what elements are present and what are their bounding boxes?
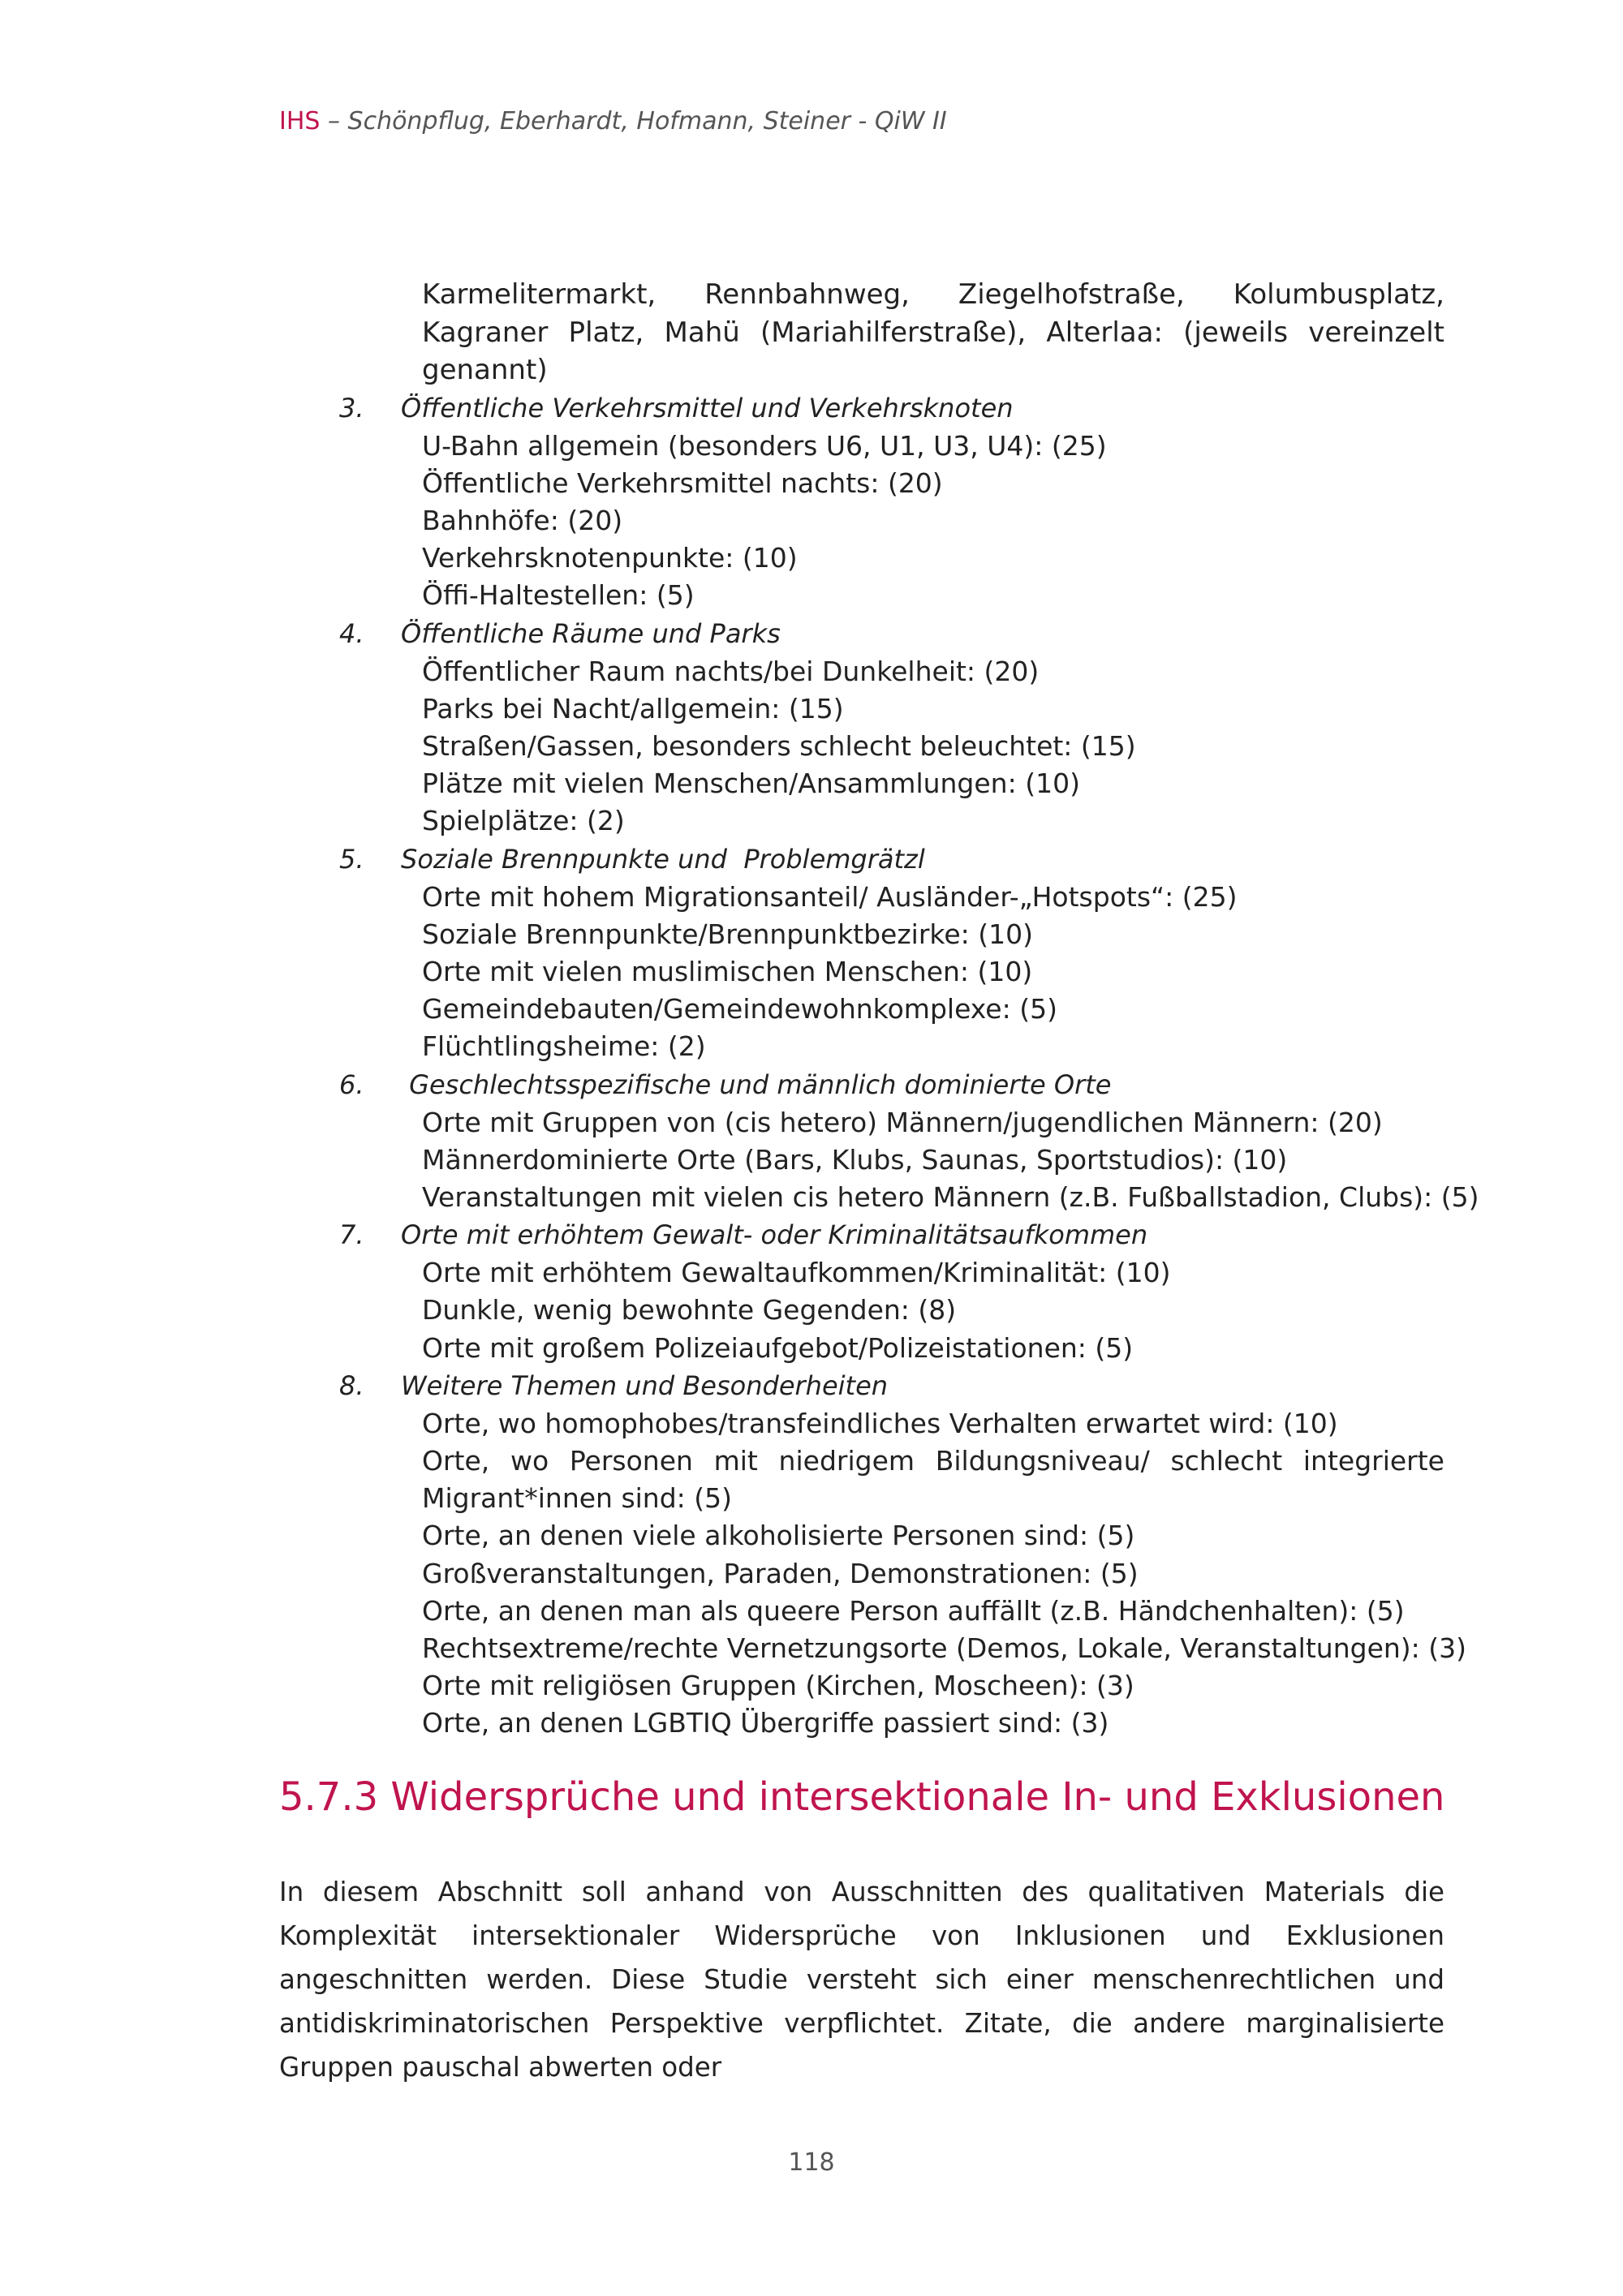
category-number: 6. — [339, 1068, 364, 1100]
category-number: 4. — [339, 617, 364, 649]
category-3 — [279, 389, 1444, 615]
list-item: Orte, wo Personen mit niedrigem Bildungsniveau/ schlecht integrierte — [422, 1444, 1444, 1477]
page-number: 118 — [788, 2148, 835, 2177]
list-item: Bahnhöfe: (20) — [422, 504, 623, 536]
list-item: Orte, an denen viele alkoholisierte Personen sind: (5) — [422, 1520, 1135, 1552]
list-item: Rechtsextreme/rechte Vernetzungsorte (Demos, Lokale, Veranstaltungen): (3) — [422, 1632, 1467, 1664]
list-item: Migrant*innen sind: (5) — [422, 1482, 733, 1515]
category-heading — [279, 1367, 1444, 1405]
list-item: Gemeindebauten/Gemeindewohnkomplexe: (5) — [422, 993, 1057, 1025]
category-heading — [279, 841, 1444, 879]
list-item: Öffentliche Verkehrsmittel nachts: (20) — [422, 467, 943, 499]
category-heading — [279, 1066, 1444, 1104]
category-heading — [279, 1216, 1444, 1254]
list-continuation: Karmelitermarkt, Rennbahnweg, Ziegelhofstraße, Kolumbusplatz, Kagraner Platz, Mahü (Mariahilferstraße), Alterlaa: (jeweils vereinzelt genannt) — [422, 278, 1444, 386]
section-heading: 5.7.3 Widersprüche und intersektionale In- und Exklusionen — [279, 1774, 1445, 1820]
body-paragraph: In diesem Abschnitt soll anhand von Ausschnitten des qualitativen Materials die Komplexität intersektionaler Widersprüche von Inklusionen und Exklusionen angeschnitten werden. Diese Studie versteht sich einer menschenrechtlichen und antidiskriminatorischen Perspektive verpflichtet. Zitate, die andere marginalisierte Gruppen pauschal abwerten oder — [279, 1876, 1444, 2083]
category-label: Weitere Themen und Besonderheiten — [401, 1369, 889, 1401]
list-item: Öffi-Haltestellen: (5) — [422, 579, 695, 612]
list-item: Parks bei Nacht/allgemein: (15) — [422, 692, 844, 724]
list-item: U-Bahn allgemein (besonders U6, U1, U3, U4): (25) — [422, 429, 1107, 462]
list-item: Orte mit religiösen Gruppen (Kirchen, Moscheen): (3) — [422, 1670, 1134, 1702]
list-item: Plätze mit vielen Menschen/Ansammlungen: (10) — [422, 767, 1080, 800]
list-item: Orte mit hohem Migrationsanteil/ Ausländer-„Hotspots“: (25) — [422, 880, 1238, 913]
category-6 — [279, 1066, 1479, 1217]
category-list — [279, 276, 1479, 1743]
list-item: Großveranstaltungen, Paraden, Demonstrationen: (5) — [422, 1557, 1139, 1589]
list-item: Veranstaltungen mit vielen cis hetero Männern (z.B. Fußballstadion, Clubs): (5) — [422, 1180, 1479, 1213]
header-brand: IHS — [279, 107, 321, 135]
list-item: Dunkle, wenig bewohnte Gegenden: (8) — [422, 1294, 957, 1326]
list-item: Orte mit Gruppen von (cis hetero) Männern/jugendlichen Männern: (20) — [422, 1106, 1383, 1138]
list-item: Orte mit großem Polizeiaufgebot/Polizeistationen: (5) — [422, 1331, 1134, 1364]
list-item: Öffentlicher Raum nachts/bei Dunkelheit: (20) — [422, 655, 1040, 687]
list-item: Verkehrsknotenpunkte: (10) — [422, 542, 798, 574]
category-4 — [279, 615, 1444, 841]
list-item: Orte mit erhöhtem Gewaltaufkommen/Kriminalität: (10) — [422, 1257, 1171, 1289]
running-header — [279, 105, 947, 138]
category-number: 7. — [339, 1219, 364, 1251]
category-heading — [279, 389, 1444, 428]
list-item: Männerdominierte Orte (Bars, Klubs, Saunas, Sportstudios): (10) — [422, 1143, 1288, 1176]
category-heading — [279, 615, 1444, 653]
category-label: Öffentliche Räume und Parks — [401, 617, 781, 649]
list-item: Orte mit vielen muslimischen Menschen: (10) — [422, 955, 1033, 987]
category-7 — [279, 1216, 1444, 1367]
header-authors: – Schönpflug, Eberhardt, Hofmann, Steiner - QiW II — [320, 107, 947, 135]
list-item: Orte, an denen LGBTIQ Übergriffe passiert sind: (3) — [422, 1707, 1109, 1739]
list-item: Soziale Brennpunkte/Brennpunktbezirke: (10) — [422, 918, 1034, 950]
category-8 — [279, 1367, 1467, 1743]
category-5 — [279, 841, 1444, 1066]
list-item: Orte, wo homophobes/transfeindliches Verhalten erwartet wird: (10) — [422, 1407, 1338, 1439]
list-item: Straßen/Gassen, besonders schlecht beleuchtet: (15) — [422, 729, 1136, 762]
category-number: 5. — [339, 843, 364, 875]
category-label: Soziale Brennpunkte und Problemgrätzl — [401, 843, 925, 875]
category-number: 8. — [339, 1369, 364, 1401]
category-label: Öffentliche Verkehrsmittel und Verkehrsknoten — [401, 392, 1014, 424]
category-number: 3. — [339, 392, 364, 424]
category-label: Geschlechtsspezifische und männlich dominierte Orte — [401, 1068, 1112, 1100]
list-item: Orte, an denen man als queere Person auffällt (z.B. Händchenhalten): (5) — [422, 1594, 1405, 1627]
list-item: Spielplätze: (2) — [422, 805, 625, 837]
list-item: Flüchtlingsheime: (2) — [422, 1030, 706, 1063]
category-label: Orte mit erhöhtem Gewalt- oder Kriminalitätsaufkommen — [401, 1219, 1148, 1251]
